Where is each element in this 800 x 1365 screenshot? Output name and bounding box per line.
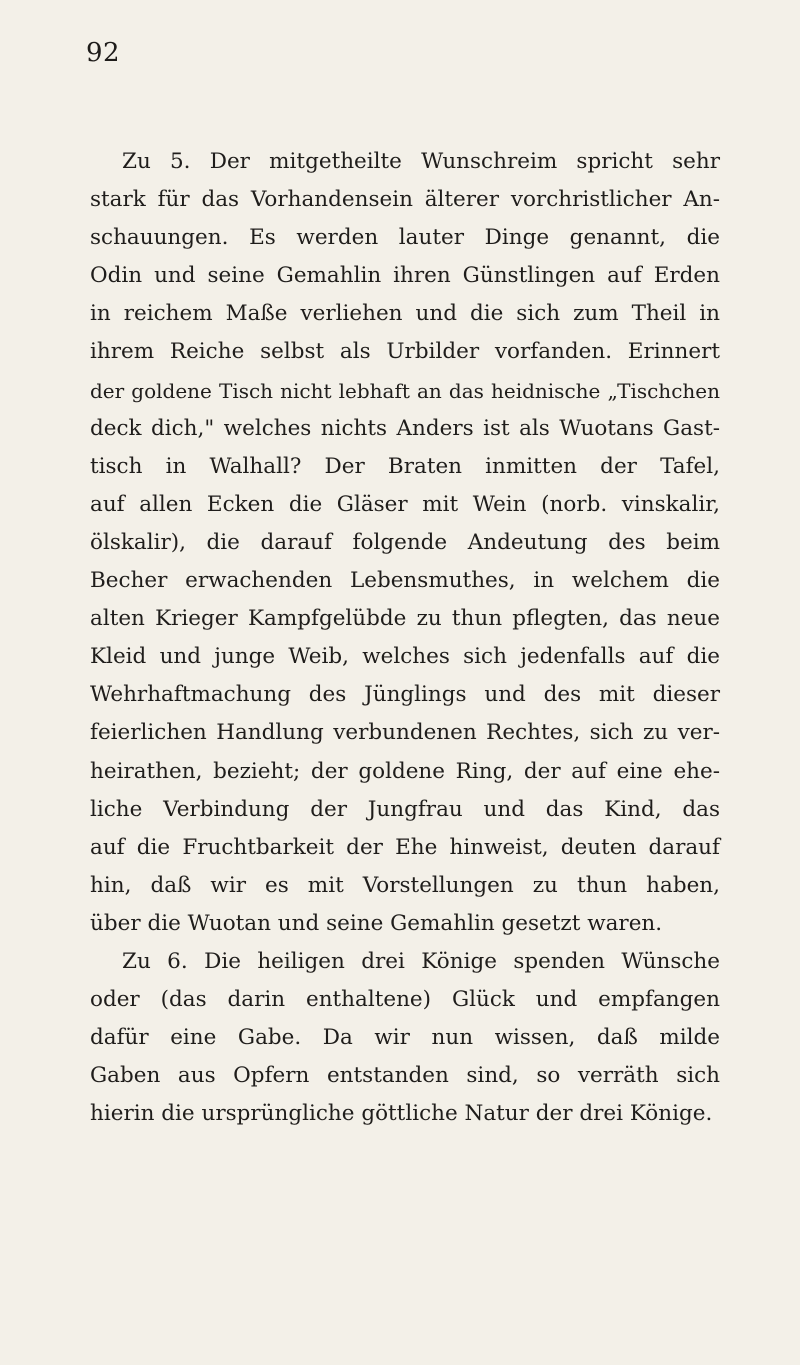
text-line: Becher erwachenden Lebensmuthes, in welchem die: [90, 568, 720, 594]
text-line: der goldene Tisch nicht lebhaft an das heidnische „Tischchen: [90, 378, 720, 403]
text-line: Zu 5. Der mitgetheilte Wunschreim spricht sehr: [122, 149, 720, 174]
text-line: feierlichen Handlung verbundenen Rechtes, sich zu ver-: [90, 720, 720, 746]
text-line: Zu 6. Die heiligen drei Könige spenden Wünsche: [122, 948, 720, 974]
text-line: heirathen, bezieht; der goldene Ring, der auf eine ehe-: [90, 758, 720, 784]
text-line: Kleid und junge Weib, welches sich jedenfalls auf die: [90, 644, 720, 670]
text-line: über die Wuotan und seine Gemahlin gesetzt waren.: [90, 910, 663, 936]
text-line: auf allen Ecken die Gläser mit Wein (norb. vinskalir,: [90, 491, 720, 517]
text-line: ölskalir), die darauf folgende Andeutung des beim: [90, 529, 720, 555]
text-line: auf die Fruchtbarkeit der Ehe hinweist, deuten darauf: [90, 834, 720, 860]
text-line: stark für das Vorhandensein älterer vorchristlicher An-: [90, 187, 720, 213]
text-line: ihrem Reiche selbst als Urbilder vorfanden. Erinnert: [90, 339, 720, 365]
text-line: hin, daß wir es mit Vorstellungen zu thun haben,: [90, 872, 720, 898]
text-line: liche Verbindung der Jungfrau und das Kind, das: [90, 796, 720, 822]
text-line: schauungen. Es werden lauter Dinge genannt, die: [90, 225, 720, 251]
text-line: tisch in Walhall? Der Braten inmitten der Tafel,: [90, 453, 720, 479]
text-line: oder (das darin enthaltene) Glück und empfangen: [90, 987, 720, 1013]
text-line: in reichem Maße verliehen und die sich zum Theil in: [90, 301, 720, 327]
page-number: 92: [86, 38, 121, 68]
text-line: Wehrhaftmachung des Jünglings und des mit dieser: [90, 682, 720, 708]
text-line: deck dich," welches nichts Anders ist als Wuotans Gast-: [90, 415, 720, 441]
text-line: dafür eine Gabe. Da wir nun wissen, daß milde: [90, 1025, 720, 1051]
text-line: Gaben aus Opfern entstanden sind, so verräth sich: [90, 1063, 720, 1089]
text-line: Odin und seine Gemahlin ihren Günstlingen auf Erden: [90, 263, 720, 289]
text-line: hierin die ursprüngliche göttliche Natur der drei Könige.: [90, 1101, 713, 1127]
body-text: [90, 143, 720, 1133]
text-line: alten Krieger Kampfgelübde zu thun pflegten, das neue: [90, 606, 720, 632]
